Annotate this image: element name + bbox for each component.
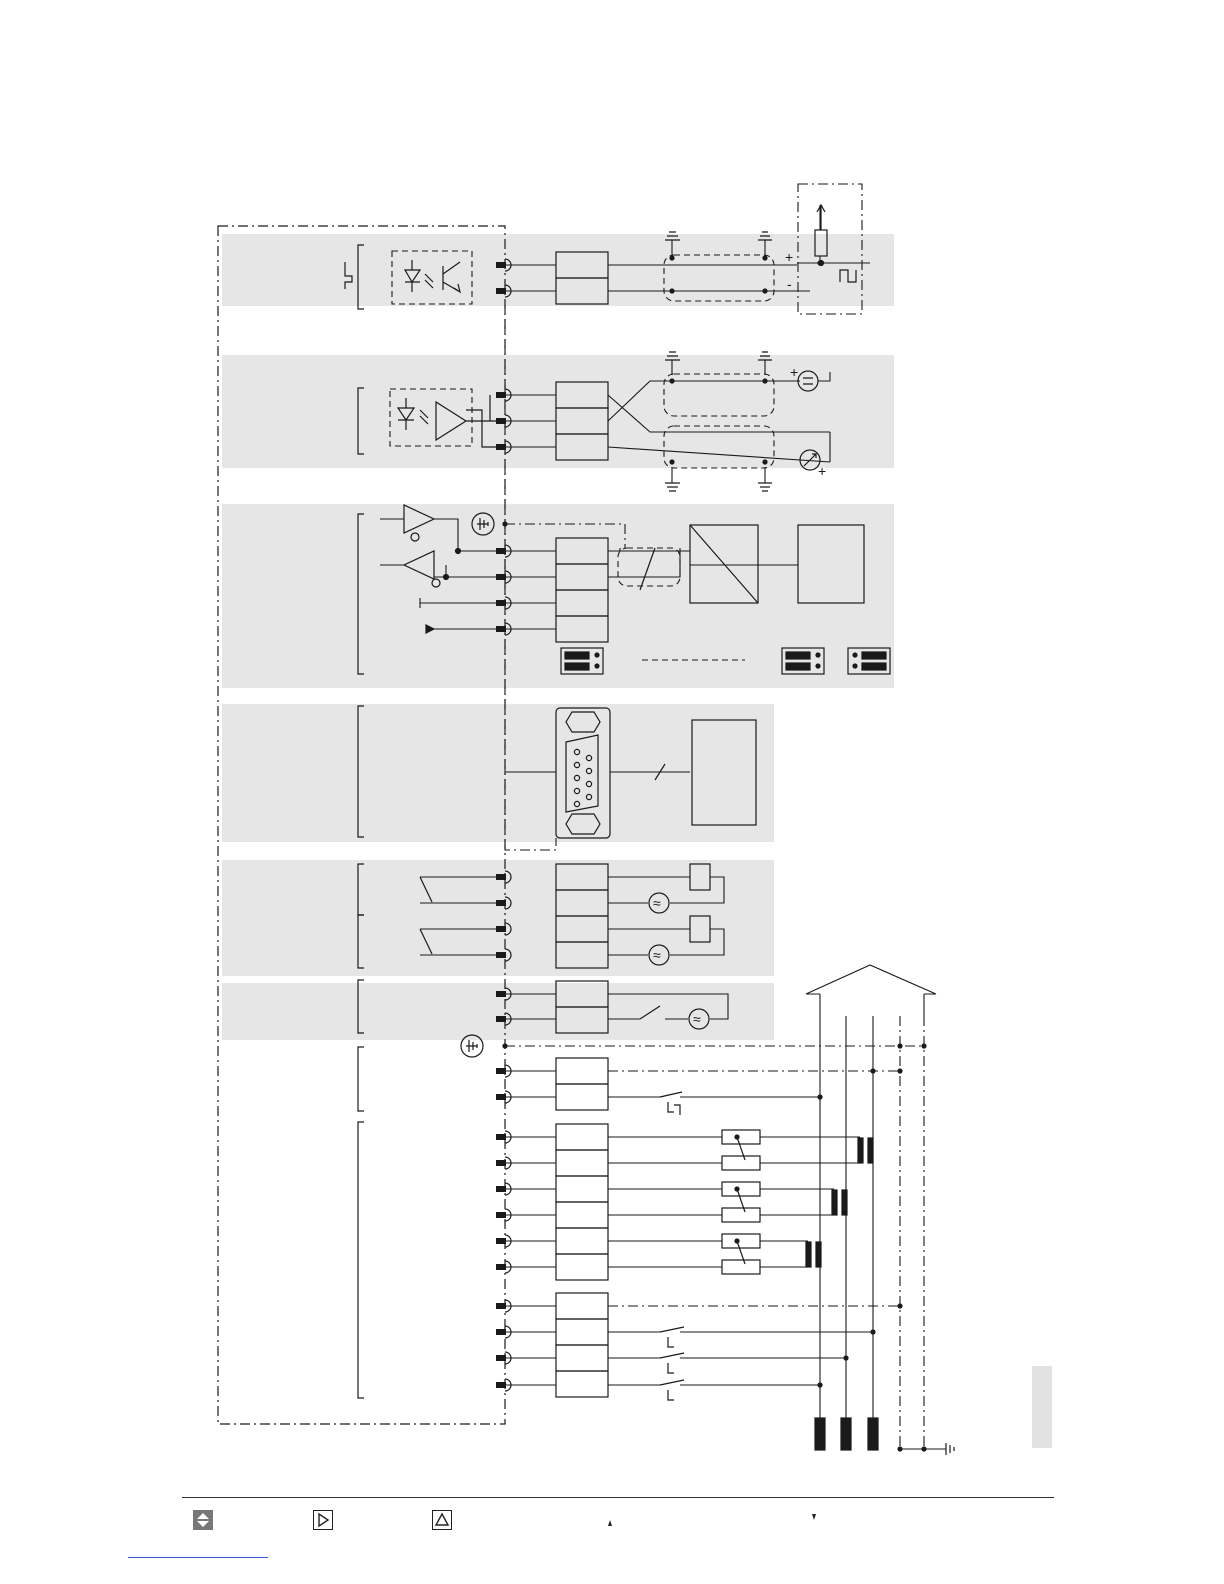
- panels: [222, 234, 894, 1040]
- junction-dot: [817, 260, 822, 265]
- terminal-block: [556, 1124, 608, 1150]
- terminal-pin: [496, 288, 506, 294]
- junction-dot: [762, 459, 767, 464]
- junction-dot: [762, 378, 767, 383]
- junction-dot: [669, 459, 674, 464]
- bottom-link[interactable]: [128, 1557, 268, 1558]
- junction-dot: [762, 288, 767, 293]
- terminal-block: [556, 1176, 608, 1202]
- terminal-pin: [496, 1303, 506, 1309]
- junction-dot: [897, 1043, 902, 1048]
- terminal-pin: [496, 1329, 506, 1335]
- panel: [222, 234, 894, 306]
- terminal-pin: [496, 1160, 506, 1166]
- terminal-pin: [496, 1094, 506, 1100]
- terminal-block: [556, 1319, 608, 1345]
- terminal-pin: [496, 991, 506, 997]
- terminal-pin: [496, 1238, 506, 1244]
- junction-dot: [669, 288, 674, 293]
- current-transformer-icon: [806, 1138, 873, 1267]
- plus-label-top: +: [785, 249, 794, 265]
- junction-dot: [843, 1355, 848, 1360]
- terminal-block: [556, 1345, 608, 1371]
- panel: [222, 704, 774, 842]
- terminal-block: [556, 1084, 608, 1110]
- junction-dot: [897, 1068, 902, 1073]
- junction-dot: [897, 1446, 902, 1451]
- junction-dot: [762, 255, 767, 260]
- junction-dot: [502, 1043, 507, 1048]
- footer-rule: [182, 1497, 1054, 1498]
- terminal-block: [556, 1254, 608, 1280]
- approx-label-3: ≈: [693, 1011, 701, 1027]
- junction-dot: [921, 1043, 926, 1048]
- terminal-block: [556, 1228, 608, 1254]
- junction-dot: [897, 1303, 902, 1308]
- junction-dot: [921, 1446, 926, 1451]
- nav-next-page-button[interactable]: [804, 1510, 824, 1530]
- nav-toc-button[interactable]: [193, 1510, 213, 1530]
- triangle-up-icon: [433, 1511, 451, 1529]
- approx-label-1: ≈: [653, 895, 661, 911]
- group-bracket: [358, 1047, 364, 1111]
- terminal-pin: [496, 1264, 506, 1270]
- junction-dot: [502, 521, 507, 526]
- small-down-arrow-icon: [804, 1510, 824, 1530]
- junction-dot: [870, 1329, 875, 1334]
- nav-up-button[interactable]: [432, 1510, 452, 1530]
- terminal-block: [556, 1202, 608, 1228]
- terminal-pin: [496, 1068, 506, 1074]
- terminal-block: [556, 1293, 608, 1319]
- toc-arrows-icon: [193, 1510, 213, 1530]
- junction-dot: [817, 1382, 822, 1387]
- terminal-block: [556, 1150, 608, 1176]
- fuse-icon: [815, 1418, 878, 1450]
- play-right-icon: [314, 1511, 332, 1529]
- terminal-pin: [496, 1382, 506, 1388]
- minus-label-top: -: [787, 276, 792, 292]
- plus-label-meter: +: [818, 463, 827, 479]
- junction-dot: [669, 255, 674, 260]
- side-tab[interactable]: [1032, 1366, 1052, 1448]
- terminal-pin: [496, 1186, 506, 1192]
- terminal-pin: [496, 1016, 506, 1022]
- plus-label-dc: +: [790, 364, 799, 380]
- junction-dot: [669, 378, 674, 383]
- junction-dot: [870, 1068, 875, 1073]
- terminal-pin: [496, 1134, 506, 1140]
- terminal-pin: [496, 1355, 506, 1361]
- junction-dot: [817, 1094, 822, 1099]
- terminal-pin: [496, 262, 506, 268]
- panel: [222, 504, 894, 688]
- terminal-pin: [496, 1212, 506, 1218]
- approx-label-2: ≈: [653, 947, 661, 963]
- nav-next-button[interactable]: [313, 1510, 333, 1530]
- nav-prev-page-button[interactable]: [600, 1510, 620, 1530]
- terminal-block: [556, 1058, 608, 1084]
- small-up-arrow-icon: [600, 1510, 620, 1530]
- group-bracket: [358, 1122, 364, 1398]
- terminal-block: [556, 1371, 608, 1397]
